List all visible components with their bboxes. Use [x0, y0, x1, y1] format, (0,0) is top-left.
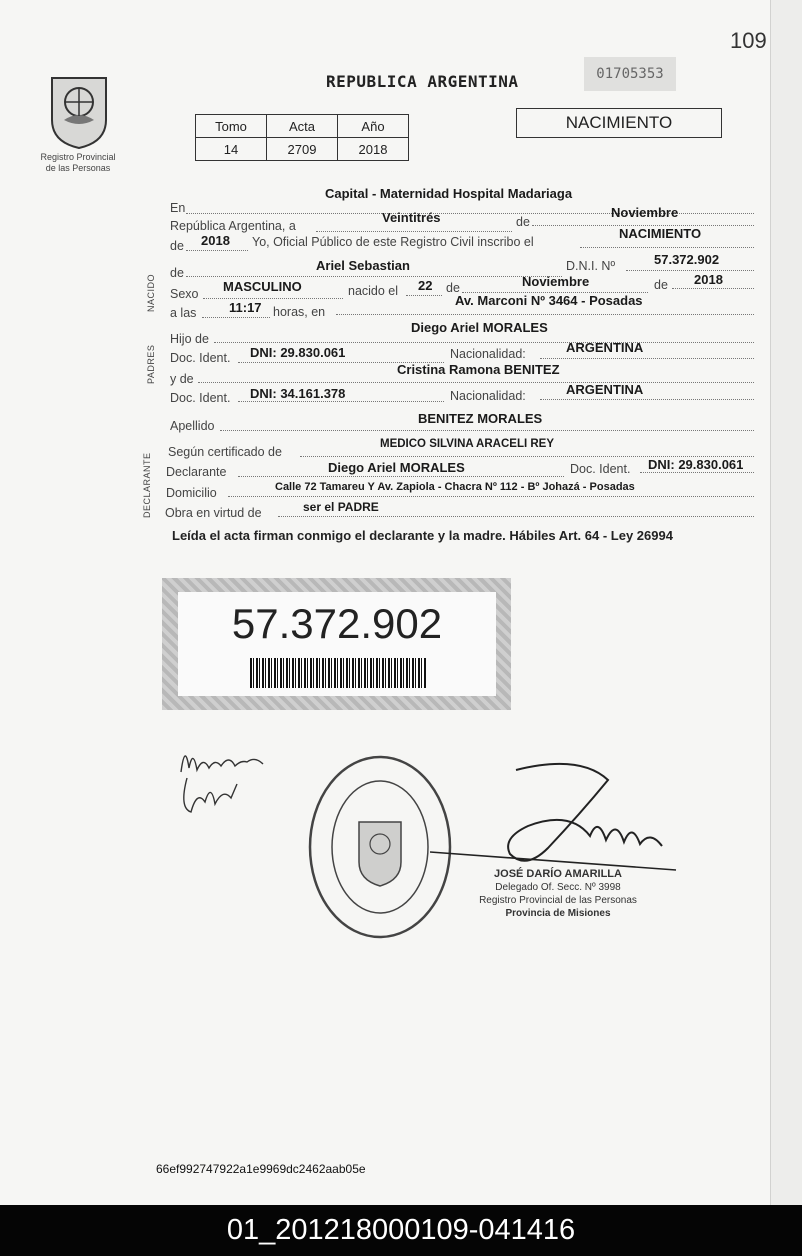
side-label-declarante: DECLARANTE — [142, 452, 152, 518]
dotted-line — [203, 298, 343, 299]
label-nacionalidad-madre: Nacionalidad: — [450, 389, 526, 403]
dotted-line — [278, 516, 754, 517]
dotted-line — [640, 472, 754, 473]
dotted-line — [198, 382, 754, 383]
value-apellido: BENITEZ MORALES — [418, 411, 543, 426]
value-madre: Cristina Ramona BENITEZ — [397, 362, 560, 377]
label-republica: República Argentina, a — [170, 219, 296, 233]
page-number: 109 — [730, 28, 767, 53]
footer-file-id: 01_201218000109-041416 — [0, 1205, 802, 1256]
stamp-line-3: Registro Provincial de las Personas — [479, 895, 637, 906]
label-de: de — [516, 215, 530, 229]
value-nombre: Ariel Sebastian — [316, 258, 410, 273]
value-tomo: 14 — [196, 138, 267, 161]
dotted-line — [202, 317, 270, 318]
volume-table-header-row — [196, 115, 409, 138]
serial-number: 01705353 — [584, 57, 676, 91]
dotted-line — [238, 476, 564, 477]
logo-caption — [28, 152, 128, 174]
volume-table-value-row — [196, 138, 409, 161]
label-nacido-el: nacido el — [348, 284, 399, 298]
dotted-line — [220, 430, 754, 431]
label-domicilio: Domicilio — [166, 486, 217, 500]
value-acto: NACIMIENTO — [619, 226, 702, 241]
value-certificado: MEDICO SILVINA ARACELI REY — [380, 438, 554, 450]
dotted-line — [186, 250, 248, 251]
dotted-line — [580, 247, 754, 248]
label-de-anio: de — [170, 239, 184, 253]
document-title: REPUBLICA ARGENTINA — [326, 72, 519, 91]
dotted-line — [214, 342, 754, 343]
label-declarante: Declarante — [166, 465, 227, 479]
value-anio: 2018 — [201, 233, 230, 248]
dotted-line — [228, 496, 754, 497]
label-de-mes: de — [446, 281, 460, 295]
label-hijo-de: Hijo de — [170, 332, 209, 346]
label-de-nombre: de — [170, 266, 184, 280]
value-lugar: Capital - Maternidad Hospital Madariaga — [325, 186, 573, 201]
label-obra: Obra en virtud de — [165, 506, 262, 520]
stamp-line-4: Provincia de Misiones — [505, 908, 611, 919]
dotted-line — [540, 358, 754, 359]
value-obra: ser el PADRE — [303, 500, 379, 514]
legal-note: Leída el acta firman conmigo el declarante y la madre. Hábiles Art. 64 - Ley 26994 — [172, 528, 673, 543]
value-lugar-nac: Av. Marconi Nº 3464 - Posadas — [455, 293, 643, 308]
header-tomo: Tomo — [196, 115, 267, 138]
label-nacionalidad-padre: Nacionalidad: — [450, 347, 526, 361]
dotted-line — [186, 276, 562, 277]
side-label-nacido: NACIDO — [146, 273, 156, 312]
document-hash: 66ef992747922a1e9969dc2462aab05e — [156, 1162, 366, 1176]
value-mes: Noviembre — [611, 205, 679, 220]
value-acta: 2709 — [267, 138, 338, 161]
value-domicilio: Calle 72 Tamareu Y Av. Zapiola - Chacra Nº 112 - Bº Johazá - Posadas — [275, 481, 635, 493]
label-doc-ident-declarante: Doc. Ident. — [570, 462, 631, 476]
value-mes-nac: Noviembre — [522, 274, 590, 289]
declarant-signature — [175, 738, 275, 818]
value-declarante: Diego Ariel MORALES — [328, 460, 465, 475]
label-y-de: y de — [170, 372, 194, 386]
dni-number-card — [162, 578, 511, 710]
dotted-line — [238, 401, 444, 402]
label-de-anio-nac: de — [654, 278, 668, 292]
dotted-line — [540, 399, 754, 400]
dotted-line — [316, 231, 512, 232]
misiones-coat-of-arms-icon — [44, 70, 114, 150]
label-horas-en: horas, en — [273, 305, 326, 319]
dni-card-inner — [178, 592, 496, 696]
value-padre-doc: DNI: 29.830.061 — [250, 345, 346, 360]
header-acta: Acta — [267, 115, 338, 138]
barcode-icon — [250, 658, 426, 688]
dotted-line — [406, 295, 442, 296]
record-type-box: NACIMIENTO — [516, 108, 722, 138]
value-anio: 2018 — [338, 138, 409, 161]
header-anio: Año — [338, 115, 409, 138]
volume-table — [195, 114, 409, 161]
signature-stamp — [478, 868, 638, 920]
value-madre-nac: ARGENTINA — [566, 382, 644, 397]
label-doc-ident-madre: Doc. Ident. — [170, 391, 231, 405]
label-apellido: Apellido — [170, 419, 215, 433]
logo-caption-line-1: Registro Provincial — [40, 152, 116, 162]
value-dia-nac: 22 — [418, 278, 433, 293]
side-label-padres: PADRES — [146, 344, 156, 384]
dotted-line — [626, 270, 754, 271]
value-hora: 11:17 — [229, 300, 262, 315]
value-padre-nac: ARGENTINA — [566, 340, 644, 355]
label-sexo: Sexo — [170, 287, 199, 301]
value-madre-doc: DNI: 34.161.378 — [250, 386, 346, 401]
label-yo: Yo, Oficial Público de este Registro Civil inscribo el — [252, 235, 534, 249]
logo-caption-line-2: de las Personas — [45, 163, 111, 173]
value-anio-nac: 2018 — [694, 272, 723, 287]
value-padre: Diego Ariel MORALES — [411, 320, 548, 335]
value-dni: 57.372.902 — [654, 252, 720, 267]
stamp-line-2: Delegado Of. Secc. Nº 3998 — [495, 882, 621, 893]
stamp-name: JOSÉ DARÍO AMARILLA — [494, 868, 622, 880]
label-en: En — [170, 201, 186, 215]
dotted-line — [672, 288, 754, 289]
label-segun: Según certificado de — [168, 445, 282, 459]
label-doc-ident-padre: Doc. Ident. — [170, 351, 231, 365]
label-dni: D.N.I. Nº — [566, 259, 616, 273]
dotted-line — [336, 314, 754, 315]
value-declarante-doc: DNI: 29.830.061 — [648, 457, 744, 472]
official-signature — [430, 760, 680, 880]
book-spine — [770, 0, 802, 1205]
dni-card-number: 57.372.902 — [231, 600, 443, 647]
value-sexo: MASCULINO — [223, 279, 302, 294]
value-dia: Veintitrés — [382, 210, 441, 225]
label-a-las: a las — [170, 306, 197, 320]
